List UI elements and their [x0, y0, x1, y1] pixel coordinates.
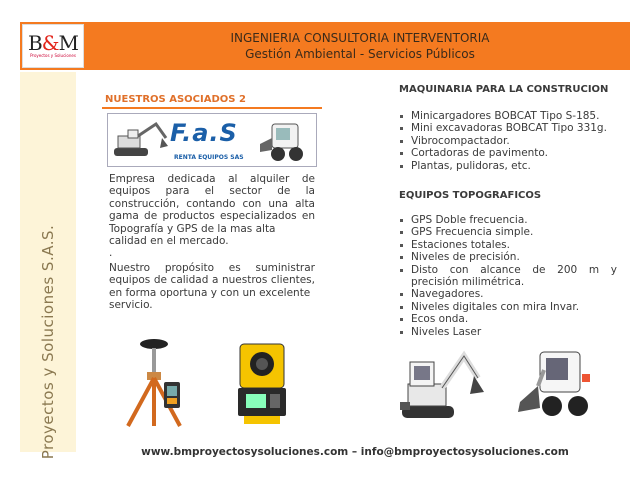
list-item: GPS Doble frecuencia.: [399, 214, 617, 226]
list-item: Niveles digitales con mira Invar.: [399, 301, 617, 313]
machinery-list: [399, 110, 617, 172]
sidebar-company-name: Proyectos y Soluciones S.A.S.: [39, 224, 57, 460]
topography-title: EQUIPOS TOPOGRAFICOS: [399, 190, 542, 201]
partner-logo: [107, 113, 317, 167]
footer-contact[interactable]: www.bmproyectosysoluciones.com – info@bmproyectosysoluciones.com: [141, 446, 569, 458]
total-station-image: [234, 340, 290, 426]
machinery-title: MAQUINARIA PARA LA CONSTRUCION: [399, 84, 609, 95]
description-text-2-end: servicio.: [109, 299, 153, 312]
list-item: Niveles Laser: [399, 326, 617, 338]
list-item: Estaciones totales.: [399, 239, 617, 251]
list-item: Navegadores.: [399, 288, 617, 300]
section-title: NUESTROS ASOCIADOS 2: [105, 94, 246, 105]
list-item: Mini excavadoras BOBCAT Tipo 331g.: [399, 122, 617, 134]
topography-list: [399, 214, 617, 338]
list-item: Vibrocompactador.: [399, 135, 617, 147]
description-separator: .: [109, 247, 113, 260]
list-item: Cortadoras de pavimento.: [399, 147, 617, 159]
list-item: Minicargadores BOBCAT Tipo S-185.: [399, 110, 617, 122]
excavator-logo-icon: [110, 118, 170, 164]
list-item: Ecos onda.: [399, 313, 617, 325]
partner-logo-name: F.a.S: [170, 119, 238, 147]
header-title: INGENIERIA CONSULTORIA INTERVENTORIA: [230, 31, 490, 45]
gps-tripod-image: [118, 336, 192, 428]
description-paragraph-2: [109, 262, 315, 312]
description-text-1-end: calidad en el mercado.: [109, 235, 229, 248]
header-subtitle: Gestión Ambiental - Servicios Públicos: [245, 47, 475, 61]
company-logo[interactable]: [22, 24, 84, 68]
section-divider: [102, 107, 322, 109]
logo-text: B&M: [28, 31, 78, 55]
skid-steer-loader-image: [516, 346, 600, 422]
description-paragraph-1: [109, 173, 315, 260]
partner-logo-subtitle: RENTA EQUIPOS SAS: [174, 154, 244, 161]
sidebar: [20, 72, 76, 460]
logo-subtitle: Proyectos y Soluciones: [30, 53, 76, 58]
list-item: GPS Frecuencia simple.: [399, 226, 617, 238]
description-text-1: Empresa dedicada al alquiler de equipos para el sector de la construcción, contando con una alta gama de productos especializados en Topografía y GPS de la mas alta: [109, 173, 315, 235]
header-banner: [20, 22, 630, 70]
description-text-2: Nuestro propósito es suministrar equipos de calidad a nuestros clientes, en forma oportuna y con un excelente: [109, 262, 315, 299]
list-item: Niveles de precisión.: [399, 251, 617, 263]
list-item: Plantas, pulidoras, etc.: [399, 160, 617, 172]
list-item: Disto con alcance de 200 m y precisión milimétrica.: [399, 264, 617, 289]
mini-excavator-image: [398, 348, 486, 420]
loader-logo-icon: [258, 118, 314, 164]
